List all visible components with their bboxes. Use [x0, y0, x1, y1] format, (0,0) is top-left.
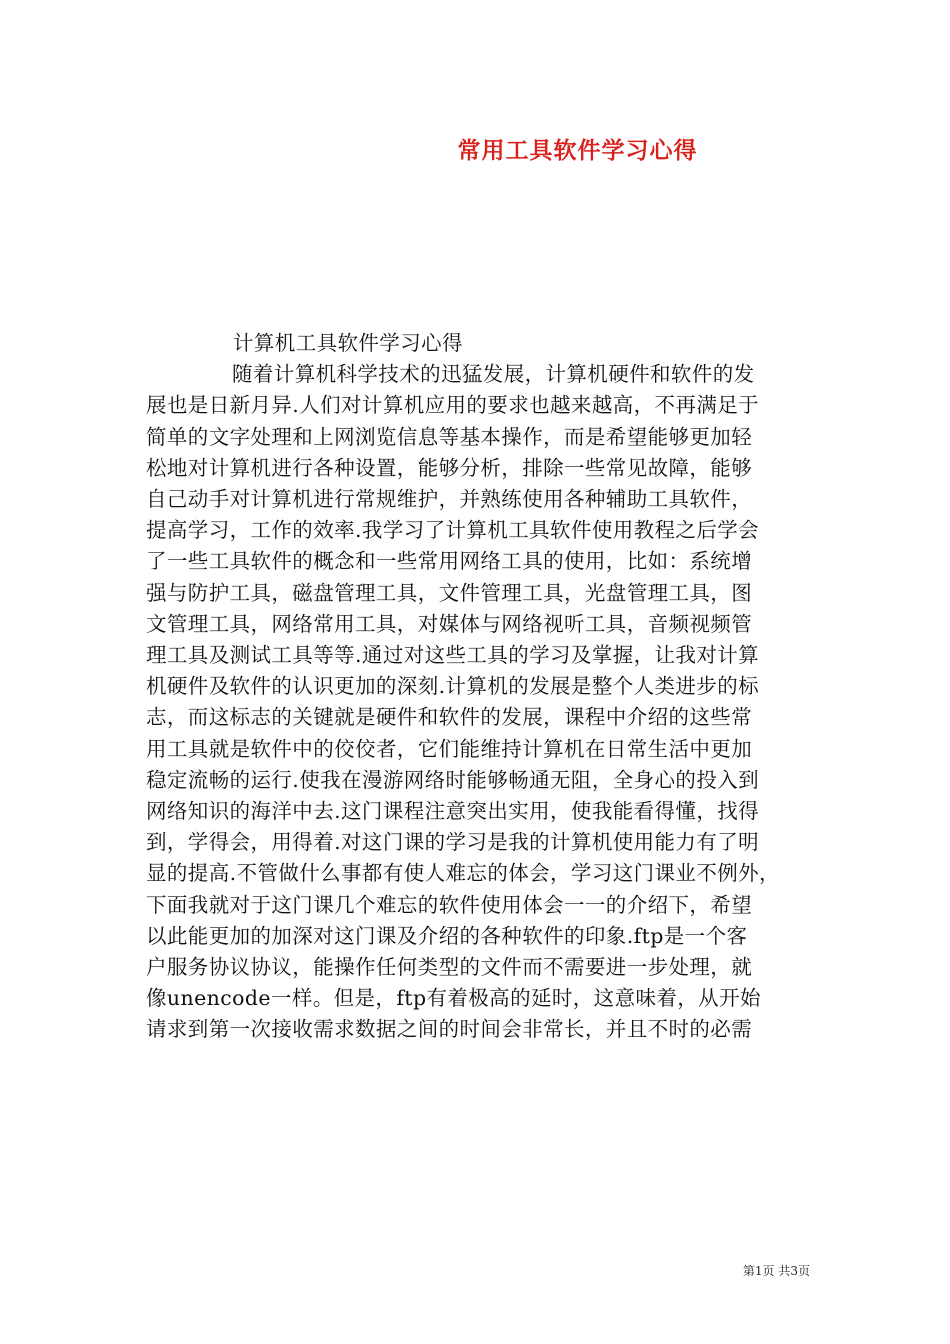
paragraph-line: 文管理工具，网络常用工具，对媒体与网络视听工具，音频视频管 — [146, 611, 753, 636]
paragraph-line: 志，而这标志的关键就是硬件和软件的发展，课程中介绍的这些常 — [146, 705, 753, 730]
paragraph-line: 稳定流畅的运行.使我在漫游网络时能够畅通无阻，全身心的投入到 — [146, 767, 760, 792]
paragraph-line: 提高学习，工作的效率.我学习了计算机工具软件使用教程之后学会 — [146, 518, 760, 543]
paragraph-line: 以此能更加的加深对这门课及介绍的各种软件的印象.ftp是一个客 — [146, 923, 748, 948]
paragraph-line: 户服务协议协议，能操作任何类型的文件而不需要进一步处理，就 — [146, 955, 753, 980]
paragraph-line: 自己动手对计算机进行常规维护，并熟练使用各种辅助工具软件， — [146, 487, 753, 512]
paragraph-line: 网络知识的海洋中去.这门课程注意突出实用，使我能看得懂，找得 — [146, 799, 760, 824]
paragraph-line: 请求到第一次接收需求数据之间的时间会非常长，并且不时的必需 — [146, 1017, 753, 1042]
document-title: 常用工具软件学习心得 — [457, 138, 698, 164]
paragraph-line: 理工具及测试工具等等.通过对这些工具的学习及掌握，让我对计算 — [146, 643, 760, 668]
paragraph-line: 强与防护工具，磁盘管理工具，文件管理工具，光盘管理工具，图 — [146, 580, 753, 605]
paragraph-line: 简单的文字处理和上网浏览信息等基本操作，而是希望能够更加轻 — [146, 424, 753, 449]
paragraph-line: 随着计算机科学技术的迅猛发展，计算机硬件和软件的发 — [232, 362, 755, 387]
page-number: 第1页 共3页 — [742, 1264, 810, 1278]
paragraph-line: 机硬件及软件的认识更加的深刻.计算机的发展是整个人类进步的标 — [146, 674, 760, 699]
paragraph-line: 到，学得会，用得着.对这门课的学习是我的计算机使用能力有了明 — [146, 830, 760, 855]
document-body — [146, 328, 808, 1046]
paragraph-line: 松地对计算机进行各种设置，能够分析，排除一些常见故障，能够 — [146, 455, 753, 480]
paragraph-line: 展也是日新月异.人们对计算机应用的要求也越来越高，不再满足于 — [146, 393, 760, 418]
paragraph-line: 用工具就是软件中的佼佼者，它们能维持计算机在日常生活中更加 — [146, 736, 753, 761]
document-subtitle: 计算机工具软件学习心得 — [233, 331, 463, 355]
paragraph-line: 像unencode一样。但是，ftp有着极高的延时，这意味着，从开始 — [146, 986, 761, 1011]
paragraph-line: 了一些工具软件的概念和一些常用网络工具的使用，比如：系统增 — [146, 549, 753, 574]
paragraph-line: 显的提高.不管做什么事都有使人难忘的体会，学习这门课业不例外， — [146, 861, 780, 886]
paragraph-line: 下面我就对于这门课几个难忘的软件使用体会一一的介绍下，希望 — [146, 892, 753, 917]
